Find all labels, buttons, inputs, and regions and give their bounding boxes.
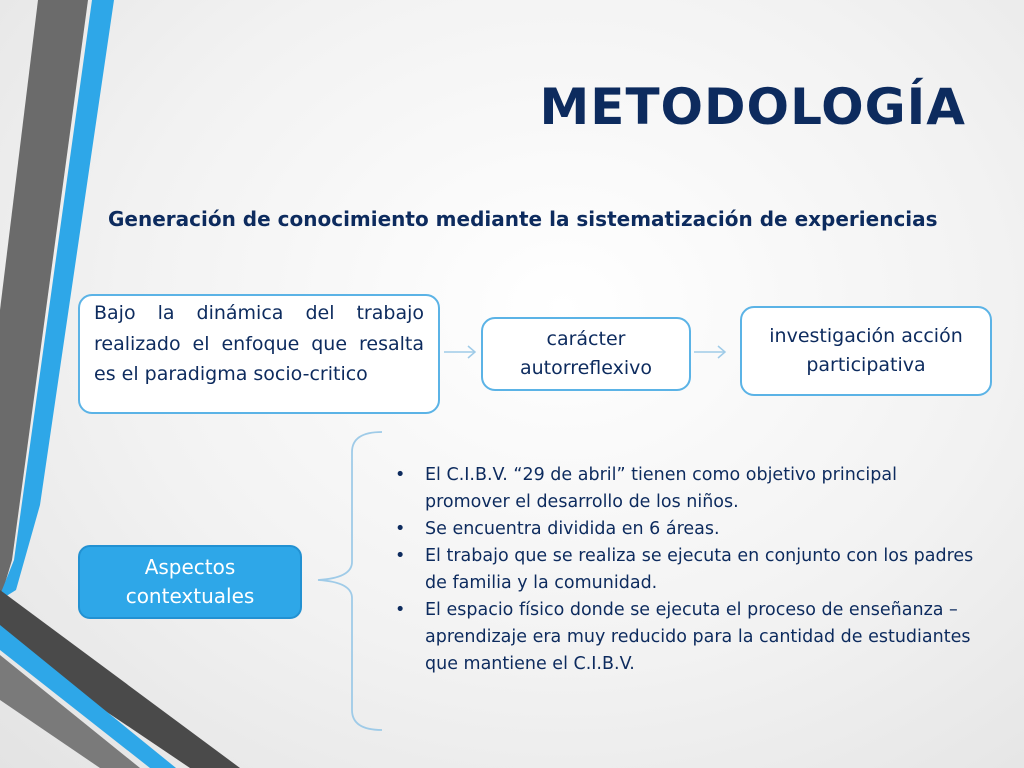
arrow-right-icon (442, 342, 478, 362)
arrow-right-icon (692, 342, 728, 362)
bullet-icon: • (395, 600, 406, 620)
list-item: • El C.I.B.V. “29 de abril” tienen como objetivo principal promover el desarrollo de los niños. (395, 462, 985, 516)
bullet-icon: • (395, 546, 406, 566)
bullet-icon: • (395, 519, 406, 539)
curly-brace-icon (314, 430, 386, 732)
list-item: • Se encuentra dividida en 6 áreas. (395, 516, 985, 543)
flow-box-character: carácter autorreflexivo (481, 317, 691, 391)
flow-box-paradigm: Bajo la dinámica del trabajo realizado el enfoque que resalta es el paradigma socio-critico (78, 294, 440, 414)
flow-box-research: investigación acción participativa (740, 306, 992, 396)
gray-stripe-top (0, 0, 88, 600)
subtitle: Generación de conocimiento mediante la sistematización de experiencias (108, 207, 938, 231)
page-title: METODOLOGÍA (539, 78, 966, 136)
bullet-icon: • (395, 465, 406, 485)
list-item: • El espacio físico donde se ejecuta el proceso de enseñanza – aprendizaje era muy reducido para la cantidad de estudiantes que mantiene el C.I.B.V. (395, 597, 985, 678)
context-bullet-list (395, 462, 985, 678)
list-item: • El trabajo que se realiza se ejecuta en conjunto con los padres de familia y la comunidad. (395, 543, 985, 597)
context-label-box: Aspectos contextuales (78, 545, 302, 619)
